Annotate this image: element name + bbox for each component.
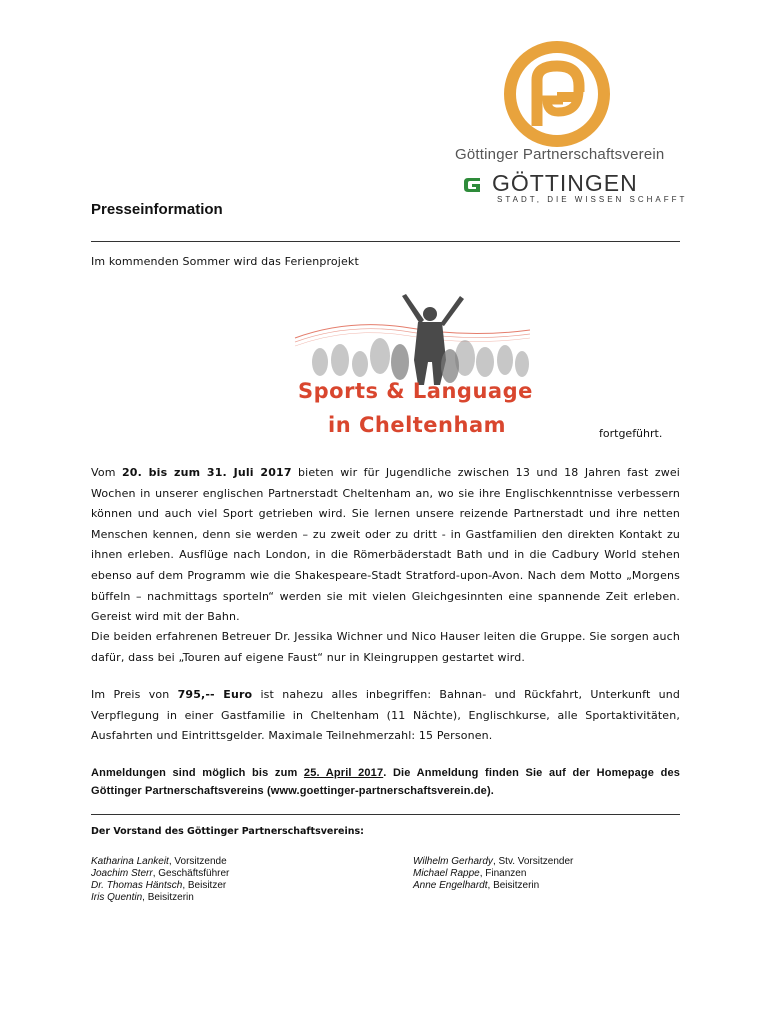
- goettingen-city-logo-icon: [460, 173, 484, 197]
- city-tagline: STADT, DIE WISSEN SCHAFFT: [497, 195, 688, 204]
- member-name: Michael Rappe: [413, 868, 480, 879]
- paragraph-price: [91, 685, 680, 747]
- member-role: , Geschäftsführer: [152, 868, 230, 879]
- para1-text-a: Vom: [91, 466, 122, 479]
- para4-text-a: Anmeldungen sind möglich bis zum: [91, 767, 304, 779]
- para4-text-b: . Die Anmeldung finden Sie auf der Homepage des Göttinger Partnerschaftsvereins (www.goettinger-partnerschaftsverein.de).: [91, 767, 680, 797]
- member-name: Dr. Thomas Häntsch: [91, 880, 183, 891]
- para1-text-b: bieten wir für Jugendliche zwischen 13 und 18 Jahren fast zwei Wochen in unserer englischen Partnerstadt Cheltenham an, wo sie ihre Englischkenntnisse verbessern können und auch viel Sport getrieben wird. Sie lernen unsere reizende Partnerstadt und ihre netten Menschen kennen, denn sie werden – zu zweit oder zu dritt - in Gastfamilien den direkten Kontakt zu ihnen erleben. Ausflüge nach London, in die Römerbäderstadt Bath und in die Cadbury World stehen ebenso auf dem Programm wie die Shakespeare-Stadt Stratford-upon-Avon. Nach dem Motto „Morgens büffeln – nachmittags sporteln“ werden sie mit vielen Gleichgesinnten eine spannende Zeit erleben. Gereist wird mit der Bahn.: [91, 466, 681, 624]
- member-role: , Beisitzerin: [142, 892, 194, 903]
- member-name: Wilhelm Gerhardy: [413, 856, 493, 867]
- member-role: , Beisitzerin: [487, 880, 540, 891]
- org-name: Göttinger Partnerschaftsverein: [455, 146, 665, 163]
- member-role: , Vorsitzende: [168, 856, 227, 867]
- board-members-left: [91, 856, 229, 904]
- intro-text: Im kommenden Sommer wird das Ferienprojekt: [91, 255, 359, 268]
- member-name: Anne Engelhardt: [413, 880, 488, 891]
- board-members-right: [413, 856, 573, 892]
- board-member: [91, 892, 229, 904]
- program-dates: 20. bis zum 31. Juli 2017: [121, 466, 292, 479]
- board-member: [413, 856, 573, 868]
- paragraph-program: [91, 463, 680, 628]
- paragraph-registration: [91, 764, 680, 800]
- member-role: , Beisitzer: [182, 880, 227, 891]
- title-divider: [91, 241, 680, 242]
- board-member: [91, 856, 229, 868]
- board-divider: [91, 814, 680, 815]
- board-member: [413, 880, 573, 892]
- member-role: , Stv. Vorsitzender: [492, 856, 574, 867]
- member-name: Iris Quentin: [91, 892, 143, 903]
- gpv-logo: [503, 40, 611, 148]
- continued-text: fortgeführt.: [599, 427, 663, 440]
- board-member: [413, 868, 573, 880]
- member-role: , Finanzen: [479, 868, 527, 879]
- para3-text-a: Im Preis von: [91, 688, 178, 701]
- board-title: Der Vorstand des Göttinger Partnerschaftsvereins:: [91, 826, 364, 837]
- banner-title-line1: Sports & Language: [298, 379, 533, 403]
- member-name: Joachim Sterr: [91, 868, 153, 879]
- board-member: [91, 880, 229, 892]
- price: 795,-- Euro: [177, 688, 253, 701]
- page-title: Presseinformation: [91, 201, 223, 218]
- board-member: [91, 868, 229, 880]
- para3-text-b: ist nahezu alles inbegriffen: Bahnan- und Rückfahrt, Unterkunft und Verpflegung in einer Gastfamilie in Cheltenham (11 Nächte), Englischkurse, alle Sportaktivitäten, Ausfahrten und Eintrittsgelder. Maximale Teilnehmerzahl: 15 Personen.: [91, 688, 681, 743]
- banner-title-line2: in Cheltenham: [328, 413, 506, 437]
- registration-deadline: 25. April 2017: [303, 767, 384, 779]
- city-name: GÖTTINGEN: [492, 170, 638, 196]
- member-name: Katharina Lankeit: [91, 856, 169, 867]
- paragraph-supervisors: Die beiden erfahrenen Betreuer Dr. Jessika Wichner und Nico Hauser leiten die Gruppe. Sie sorgen auch dafür, dass bei „Touren auf eigene Faust“ nur in Kleingruppen gestartet wird.: [91, 630, 680, 664]
